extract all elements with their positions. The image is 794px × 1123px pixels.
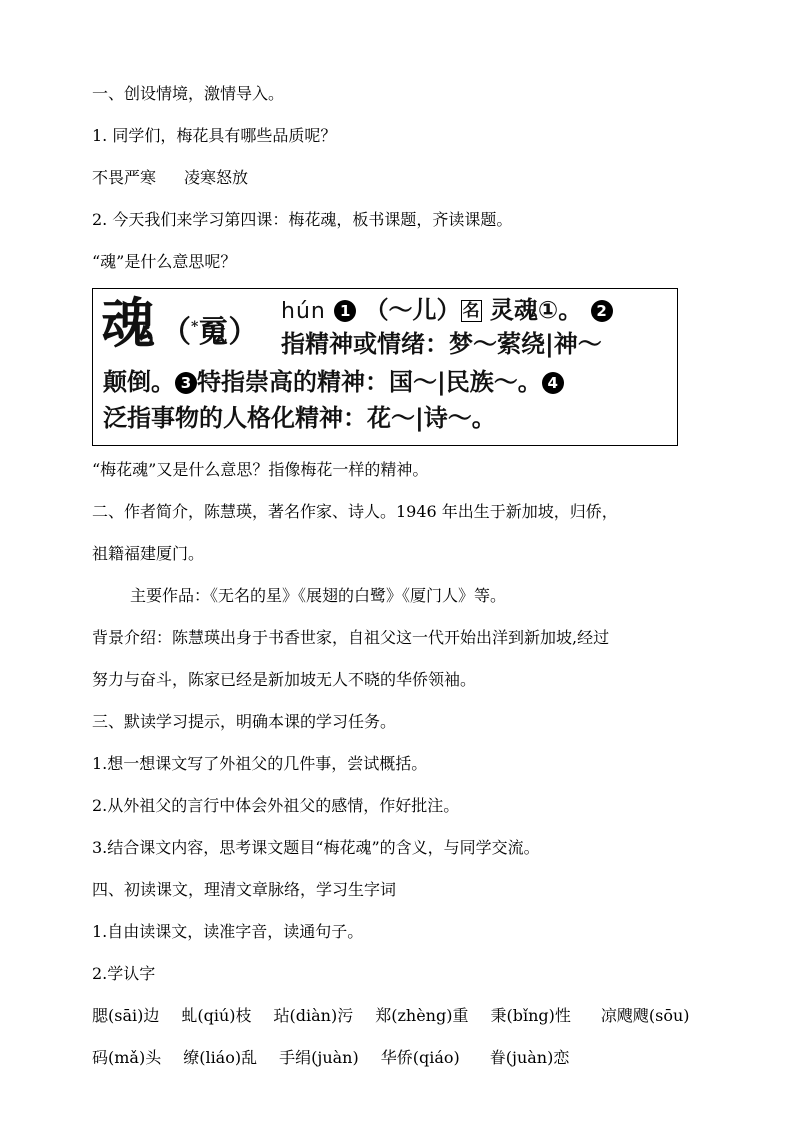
sense-4: 泛指事物的人格化精神：花～|诗～。 — [103, 404, 496, 432]
sense-number-1: 1 — [334, 300, 356, 322]
vocab-item: 华侨(qiáo) — [380, 1048, 460, 1067]
question-3: “魂”是什么意思呢？ — [92, 252, 237, 271]
dictionary-variant: （*䰟） — [161, 315, 259, 350]
vocab-item: 秉(bǐng)性 — [490, 1006, 571, 1025]
background-line-1: 背景介绍：陈慧瑛出身于书香世家，自祖父这一代开始出洋到新加坡,经过 — [92, 628, 610, 647]
section1-title: 一、创设情境，激情导入。 — [92, 84, 285, 103]
vocab-item: 玷(diàn)污 — [273, 1006, 354, 1025]
reading-task-1: 1.自由读课文，读准字音，读通句子。 — [92, 922, 364, 941]
question-2: 2. 今天我们来学习第四课：梅花魂，板书课题，齐读课题。 — [92, 210, 513, 229]
vocab-row-2 — [92, 1048, 712, 1068]
reading-task-2: 2.学认字 — [92, 964, 156, 983]
sense-2a: 指精神或情绪：梦～萦绕|神～ — [281, 330, 602, 358]
sense-number-4: 4 — [542, 372, 564, 394]
dictionary-pinyin: hún — [281, 299, 326, 324]
sense-2b: 颠倒。 — [103, 368, 175, 396]
vocab-row-1 — [92, 1006, 712, 1026]
vocab-item: 码(mǎ)头 — [92, 1048, 162, 1067]
sense-3: 特指崇高的精神：国～|民族～。 — [197, 368, 542, 396]
document-page — [92, 84, 712, 1068]
section2-works: 主要作品：《无名的星》《展翅的白鹭》《厦门人》等。 — [130, 586, 507, 605]
task-2: 2.从外祖父的言行中体会外祖父的感情，作好批注。 — [92, 796, 460, 815]
question-1: 1. 同学们，梅花具有哪些品质呢？ — [92, 126, 337, 145]
task-1: 1.想一想课文写了外祖父的几件事，尝试概括。 — [92, 754, 428, 773]
dictionary-headword: 魂 — [101, 291, 155, 355]
answer-1-part2: 凌寒怒放 — [184, 168, 249, 187]
pos-tag: 名 — [462, 301, 480, 321]
task-3: 3.结合课文内容，思考课文题目“梅花魂”的含义，与同学交流。 — [92, 838, 540, 857]
sense-number-3: 3 — [175, 372, 197, 394]
dictionary-row-3 — [103, 367, 564, 397]
variant-char: 䰟 — [198, 315, 229, 350]
sense-number-2: 2 — [591, 300, 613, 322]
sense-1-paren: （～儿） — [364, 296, 461, 324]
section4-title: 四、初读课文，理清文章脉络，学习生字词 — [92, 880, 397, 899]
vocab-item: 郑(zhèng)重 — [375, 1006, 469, 1025]
section2-line-2: 祖籍福建厦门。 — [92, 544, 205, 563]
vocab-item: 缭(liáo)乱 — [183, 1048, 258, 1067]
dictionary-entry-image — [92, 288, 678, 446]
answer-1-part1: 不畏严寒 — [92, 168, 157, 187]
dictionary-row-4 — [103, 403, 496, 433]
section2-line-1: 二、作者简介，陈慧瑛，著名作家、诗人。1946 年出生于新加坡，归侨， — [92, 502, 618, 521]
vocab-item: 手绢(juàn) — [279, 1048, 359, 1067]
variant-mark: * — [191, 319, 199, 335]
question-4: “梅花魂”又是什么意思？指像梅花一样的精神。 — [92, 460, 429, 479]
section3-title: 三、默读学习提示，明确本课的学习任务。 — [92, 712, 397, 731]
background-line-2: 努力与奋斗，陈家已经是新加坡无人不晓的华侨领袖。 — [92, 670, 477, 689]
dictionary-row-2 — [281, 329, 602, 359]
answer-1 — [92, 168, 712, 188]
vocab-item: 凉飕飕(sōu) — [600, 1006, 690, 1025]
vocab-item: 眷(juàn)恋 — [489, 1048, 570, 1067]
sense-1: 灵魂①。 — [489, 296, 583, 324]
vocab-item: 腮(sāi)边 — [92, 1006, 160, 1025]
vocab-item: 虬(qiú)枝 — [181, 1006, 252, 1025]
dictionary-row-1 — [281, 295, 613, 327]
